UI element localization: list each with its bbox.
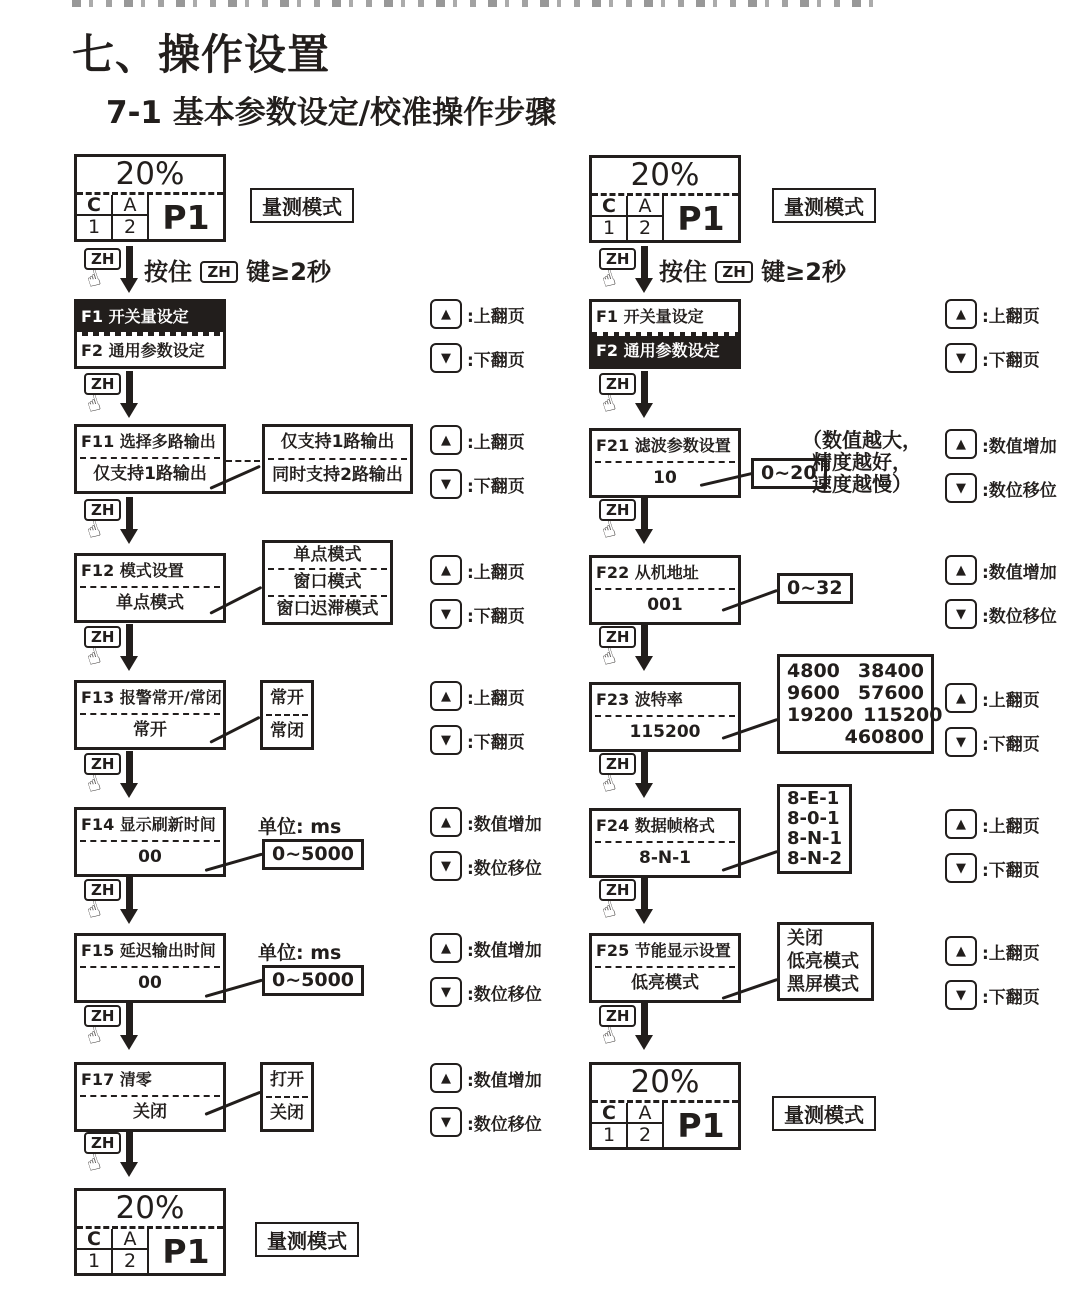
legend-page-up: :上翻页 [467, 688, 525, 709]
screen-title: F14 显示刷新时间 [81, 815, 216, 834]
hand-pointer-icon: ☝ [598, 770, 619, 799]
zh-step-group [84, 1130, 142, 1182]
hand-pointer-icon: ☝ [83, 896, 104, 925]
down-arrow-icon [635, 371, 653, 418]
range-box: 0~5000 [262, 839, 364, 870]
zh-key: ZH [84, 248, 121, 270]
screen-title: F12 模式设置 [81, 561, 184, 580]
hand-pointer-icon: ☝ [598, 896, 619, 925]
hand-pointer-icon: ☝ [598, 265, 619, 294]
hand-pointer-icon: ☝ [598, 643, 619, 672]
legend-page-down: :下翻页 [982, 350, 1040, 371]
hold-instruction [659, 252, 846, 287]
baud-option: 9600 [787, 682, 840, 704]
screen-title: F17 清零 [81, 1070, 152, 1089]
down-key-icon: ▼ [945, 853, 977, 883]
screen-title: F13 报警常开/常闭 [81, 688, 222, 707]
down-arrow-icon [635, 497, 653, 544]
up-key-icon: ▲ [430, 299, 462, 329]
hold-instruction [144, 252, 331, 287]
menu-item-f1: F1 开关量设定 [596, 307, 704, 326]
zh-step-group [599, 246, 657, 298]
lcd-cell-2: 2 [628, 1124, 664, 1147]
zh-key: ZH [599, 248, 636, 270]
lcd-cell-1: 1 [592, 1124, 628, 1147]
lcd-cell-c: C [77, 195, 113, 216]
zh-key: ZH [599, 499, 636, 521]
lcd-cell-c: C [592, 1103, 628, 1124]
hand-pointer-icon: ☝ [598, 390, 619, 419]
screen-value: 关闭 [133, 1102, 167, 1122]
legend-page-up: :上翻页 [982, 690, 1040, 711]
down-arrow-icon [635, 624, 653, 671]
legend-page-down: :下翻页 [982, 987, 1040, 1008]
baud-option: 19200 [787, 704, 854, 726]
measure-mode-label: 量测模式 [250, 188, 354, 223]
legend-f25 [945, 937, 1040, 1025]
hand-pointer-icon: ☝ [598, 516, 619, 545]
legend-menu-right [945, 300, 1040, 388]
note-line: （数值越大， [802, 428, 922, 452]
lcd-channel-p1: P1 [162, 198, 210, 237]
down-key-icon: ▼ [430, 977, 462, 1007]
zh-step-group [84, 751, 142, 803]
screen-value: 10 [653, 468, 677, 488]
zh-key: ZH [599, 879, 636, 901]
legend-page-down: :下翻页 [467, 732, 525, 753]
menu-screen-left [74, 299, 226, 369]
option-item: 窗口模式 [293, 572, 362, 592]
option-item: 低亮模式 [787, 951, 859, 972]
option-item: 常开 [270, 688, 304, 708]
hold-prefix: 按住 [659, 258, 707, 286]
down-arrow-icon [120, 624, 138, 671]
zh-step-group [599, 877, 657, 929]
legend-f23 [945, 684, 1040, 772]
lcd-screen-measure-right-top [589, 155, 741, 243]
unit-label: 单位: ms [258, 816, 342, 838]
screen-f12 [74, 553, 226, 623]
screen-value: 115200 [629, 722, 701, 742]
zh-step-group [84, 1003, 142, 1055]
down-arrow-icon [120, 877, 138, 924]
zh-step-group [84, 246, 142, 298]
screen-f24 [589, 808, 741, 878]
zh-key: ZH [599, 626, 636, 648]
menu-screen-right [589, 299, 741, 369]
menu-item-f2: F2 通用参数设定 [592, 336, 738, 366]
up-key-icon: ▲ [945, 809, 977, 839]
legend-page-up: :上翻页 [467, 562, 525, 583]
down-arrow-icon [635, 1003, 653, 1050]
options-f23-baud [777, 654, 943, 754]
legend-f21 [945, 430, 1057, 518]
up-key-icon: ▲ [430, 807, 462, 837]
legend-f14 [430, 808, 542, 896]
lcd-channel-grid [592, 196, 664, 240]
hold-suffix: 键≥2秒 [246, 258, 331, 286]
legend-digit-shift: :数位移位 [982, 606, 1057, 627]
zh-key: ZH [84, 499, 121, 521]
up-key-icon: ▲ [945, 299, 977, 329]
down-arrow-icon [120, 371, 138, 418]
zh-key: ZH [84, 753, 121, 775]
lcd-channel-p1: P1 [677, 199, 725, 238]
down-key-icon: ▼ [430, 469, 462, 499]
hand-pointer-icon: ☝ [83, 516, 104, 545]
menu-item-f2: F2 通用参数设定 [81, 341, 205, 360]
option-item: 关闭 [270, 1103, 304, 1123]
hand-pointer-icon: ☝ [83, 770, 104, 799]
screen-value: 8-N-1 [639, 848, 691, 868]
options-f17 [260, 1062, 314, 1132]
up-key-icon: ▲ [945, 555, 977, 585]
zh-step-group [84, 497, 142, 549]
zh-step-group [599, 1003, 657, 1055]
zh-key-inline: ZH [715, 261, 752, 283]
down-key-icon: ▼ [945, 599, 977, 629]
zh-key: ZH [84, 373, 121, 395]
legend-value-increase: :数值增加 [467, 940, 542, 961]
options-f25 [777, 922, 874, 1001]
zh-step-group [84, 624, 142, 676]
down-arrow-icon [635, 877, 653, 924]
screen-f25 [589, 933, 741, 1003]
cropped-text-strip [72, 0, 882, 7]
lcd-screen-measure-left-bottom [74, 1188, 226, 1276]
down-arrow-icon [120, 497, 138, 544]
option-item: 单点模式 [293, 545, 362, 565]
option-item: 同时支持2路输出 [272, 465, 403, 485]
lcd-channel-grid [77, 195, 149, 239]
down-key-icon: ▼ [430, 725, 462, 755]
lcd-channel-grid [592, 1103, 664, 1147]
legend-value-increase: :数值增加 [467, 814, 542, 835]
lcd-cell-2: 2 [113, 216, 149, 239]
up-key-icon: ▲ [430, 555, 462, 585]
lcd-cell-1: 1 [77, 216, 113, 239]
legend-page-down: :下翻页 [467, 606, 525, 627]
screen-title: F22 从机地址 [596, 563, 699, 582]
zh-key: ZH [84, 879, 121, 901]
measure-mode-label: 量测模式 [255, 1222, 359, 1257]
down-arrow-icon [635, 246, 653, 293]
range-box: 0~20 [751, 458, 827, 489]
section-title: 7-1 基本参数设定/校准操作步骤 [106, 95, 557, 131]
down-arrow-icon [120, 246, 138, 293]
baud-option: 460800 [844, 726, 924, 748]
up-key-icon: ▲ [430, 681, 462, 711]
lcd-cell-a: A [628, 196, 664, 217]
hand-pointer-icon: ☝ [83, 390, 104, 419]
legend-value-increase: :数值增加 [467, 1070, 542, 1091]
option-item: 黑屏模式 [787, 974, 859, 995]
screen-title: F11 选择多路输出 [81, 432, 216, 451]
hand-pointer-icon: ☝ [83, 1022, 104, 1051]
zh-key: ZH [599, 753, 636, 775]
zh-step-group [599, 624, 657, 676]
lcd-screen-measure-right-bottom [589, 1062, 741, 1150]
zh-step-group [84, 877, 142, 929]
zh-key-inline: ZH [200, 261, 237, 283]
hand-pointer-icon: ☝ [598, 1022, 619, 1051]
zh-key: ZH [599, 373, 636, 395]
up-key-icon: ▲ [430, 933, 462, 963]
down-key-icon: ▼ [945, 727, 977, 757]
legend-digit-shift: :数位移位 [467, 984, 542, 1005]
legend-f17 [430, 1064, 542, 1152]
unit-label: 单位: ms [258, 942, 342, 964]
baud-option: 115200 [863, 704, 943, 726]
lcd-cell-c: C [592, 196, 628, 217]
lcd-channel-p1: P1 [677, 1106, 725, 1145]
options-f12 [262, 540, 393, 625]
lcd-percent-value: 20% [630, 1064, 700, 1100]
option-item: 8-N-2 [787, 848, 843, 869]
up-key-icon: ▲ [945, 936, 977, 966]
screen-f17 [74, 1062, 226, 1132]
screen-value: 常开 [133, 720, 167, 740]
legend-f13 [430, 682, 525, 770]
down-key-icon: ▼ [430, 343, 462, 373]
divider-extension [226, 460, 260, 462]
legend-page-up: :上翻页 [982, 943, 1040, 964]
legend-digit-shift: :数位移位 [982, 480, 1057, 501]
hold-suffix: 键≥2秒 [761, 258, 846, 286]
legend-page-up: :上翻页 [982, 306, 1040, 327]
lcd-cell-1: 1 [592, 217, 628, 240]
option-item: 关闭 [787, 928, 823, 949]
note-line: 速度越慢） [812, 472, 912, 496]
screen-value: 单点模式 [116, 593, 184, 613]
legend-f22 [945, 556, 1057, 644]
lcd-cell-a: A [113, 195, 149, 216]
screen-title: F23 波特率 [596, 690, 683, 709]
lcd-cell-a: A [113, 1229, 149, 1250]
legend-page-down: :下翻页 [982, 734, 1040, 755]
option-item: 8-E-1 [787, 788, 840, 809]
lcd-screen-measure-left-top [74, 154, 226, 242]
screen-title: F15 延迟输出时间 [81, 941, 216, 960]
option-item: 仅支持1路输出 [280, 432, 395, 452]
screen-value: 00 [138, 973, 162, 993]
range-box: 0~32 [777, 573, 853, 604]
lcd-percent-value: 20% [115, 156, 185, 192]
up-key-icon: ▲ [945, 683, 977, 713]
hold-prefix: 按住 [144, 258, 192, 286]
screen-title: F25 节能显示设置 [596, 941, 731, 960]
zh-key: ZH [84, 626, 121, 648]
up-key-icon: ▲ [430, 425, 462, 455]
option-item: 窗口迟滞模式 [276, 599, 379, 619]
legend-value-increase: :数值增加 [982, 436, 1057, 457]
screen-f11 [74, 424, 226, 494]
lcd-cell-2: 2 [628, 217, 664, 240]
screen-value: 001 [647, 595, 683, 615]
legend-f15 [430, 934, 542, 1022]
legend-menu-left [430, 300, 525, 388]
screen-f14 [74, 807, 226, 877]
zh-step-group [599, 497, 657, 549]
range-box: 0~5000 [262, 965, 364, 996]
legend-digit-shift: :数位移位 [467, 1114, 542, 1135]
options-f13 [260, 680, 314, 750]
zh-key: ZH [599, 1005, 636, 1027]
option-item: 常闭 [270, 721, 304, 741]
screen-title: F21 滤波参数设置 [596, 436, 731, 455]
screen-value: 仅支持1路输出 [93, 464, 207, 484]
down-arrow-icon [120, 751, 138, 798]
screen-value: 00 [138, 847, 162, 867]
note-line: 精度越好， [812, 450, 912, 474]
up-key-icon: ▲ [945, 429, 977, 459]
down-key-icon: ▼ [430, 851, 462, 881]
chapter-title: 七、操作设置 [72, 30, 331, 79]
measure-mode-label: 量测模式 [772, 188, 876, 223]
screen-f21 [589, 428, 741, 498]
lcd-cell-2: 2 [113, 1250, 149, 1273]
legend-page-down: :下翻页 [982, 860, 1040, 881]
up-key-icon: ▲ [430, 1063, 462, 1093]
zh-step-group [599, 371, 657, 423]
screen-value: 低亮模式 [631, 973, 699, 993]
legend-page-down: :下翻页 [467, 350, 525, 371]
measure-mode-label: 量测模式 [772, 1096, 876, 1131]
down-key-icon: ▼ [430, 599, 462, 629]
screen-f23 [589, 682, 741, 752]
legend-page-up: :上翻页 [467, 432, 525, 453]
lcd-channel-p1: P1 [162, 1232, 210, 1271]
lcd-percent-value: 20% [630, 157, 700, 193]
option-item: 8-0-1 [787, 808, 840, 829]
hand-pointer-icon: ☝ [83, 643, 104, 672]
zh-key: ZH [84, 1005, 121, 1027]
lcd-cell-1: 1 [77, 1250, 113, 1273]
lcd-percent-value: 20% [115, 1190, 185, 1226]
zh-step-group [599, 751, 657, 803]
down-key-icon: ▼ [945, 473, 977, 503]
options-f11 [262, 424, 413, 494]
lcd-cell-c: C [77, 1229, 113, 1250]
filter-note [802, 429, 922, 495]
down-arrow-icon [120, 1003, 138, 1050]
legend-f11 [430, 426, 525, 514]
down-key-icon: ▼ [945, 980, 977, 1010]
legend-f24 [945, 810, 1040, 898]
legend-f12 [430, 556, 525, 644]
down-arrow-icon [120, 1130, 138, 1177]
screen-title: F24 数据帧格式 [596, 816, 715, 835]
down-key-icon: ▼ [430, 1107, 462, 1137]
lcd-cell-a: A [628, 1103, 664, 1124]
screen-f15 [74, 933, 226, 1003]
legend-page-up: :上翻页 [467, 306, 525, 327]
down-key-icon: ▼ [945, 343, 977, 373]
legend-page-up: :上翻页 [982, 816, 1040, 837]
legend-page-down: :下翻页 [467, 476, 525, 497]
screen-f22 [589, 555, 741, 625]
option-item: 打开 [270, 1070, 304, 1090]
legend-digit-shift: :数位移位 [467, 858, 542, 879]
hand-pointer-icon: ☝ [83, 1149, 104, 1178]
zh-key: ZH [84, 1132, 121, 1154]
legend-value-increase: :数值增加 [982, 562, 1057, 583]
lcd-channel-grid [77, 1229, 149, 1273]
hand-pointer-icon: ☝ [83, 265, 104, 294]
baud-option: 57600 [857, 682, 924, 704]
down-arrow-icon [635, 751, 653, 798]
option-item: 8-N-1 [787, 828, 843, 849]
zh-step-group [84, 371, 142, 423]
options-f24 [777, 784, 852, 874]
screen-f13 [74, 680, 226, 750]
menu-item-f1: F1 开关量设定 [77, 302, 223, 332]
baud-option: 4800 [787, 660, 840, 682]
baud-option: 38400 [857, 660, 924, 682]
